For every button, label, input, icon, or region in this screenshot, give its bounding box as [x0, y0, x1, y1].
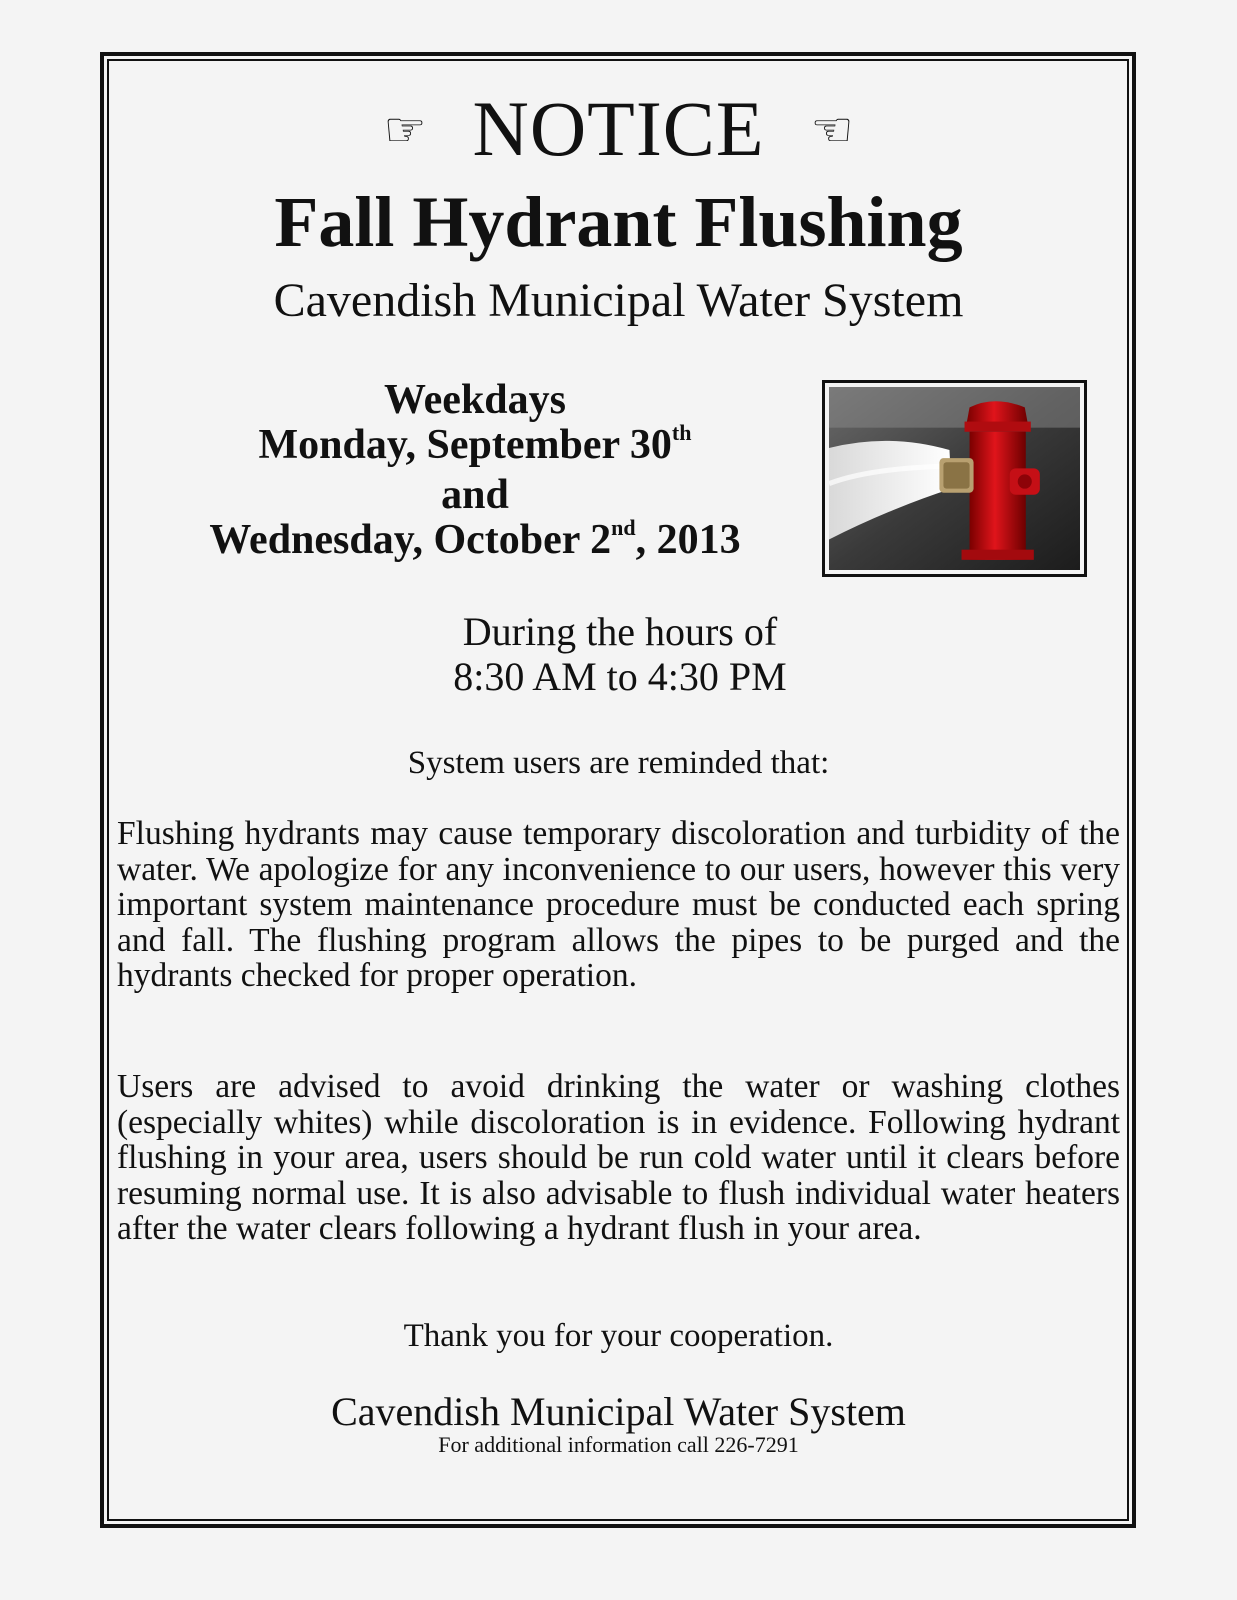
hours-intro: During the hours of: [462, 609, 778, 654]
pointing-hand-right-icon: ☞: [383, 104, 427, 157]
paragraph-advice: Users are advised to avoid drinking the water or washing clothes (especially whites) while discoloration is in evidence. Following hydrant flushing in your area, users should be run cold water until it clears before resuming normal use. It is also advisable to flush individual water heaters after the water clears following a hydrant flush in your area.: [117, 1068, 1120, 1247]
reminder-heading: System users are reminded that:: [407, 745, 830, 781]
ordinal-suffix: th: [671, 420, 692, 445]
hours: [390, 609, 850, 699]
notice-label: NOTICE: [472, 85, 765, 172]
schedule-date-1: Monday, September 30th: [258, 420, 692, 468]
schedule-date-2: Wednesday, October 2nd, 2013: [209, 515, 741, 563]
schedule-and: and: [441, 472, 509, 518]
page-subtitle: Cavendish Municipal Water System: [273, 274, 964, 327]
thank-you-line: Thank you for your cooperation.: [403, 1318, 834, 1354]
page-title: Fall Hydrant Flushing: [274, 182, 963, 262]
hours-range: 8:30 AM to 4:30 PM: [453, 654, 787, 699]
footer-contact-info: For additional information call 226-7291: [438, 1432, 799, 1457]
ordinal-suffix: nd: [611, 515, 636, 540]
footer-organization: Cavendish Municipal Water System: [331, 1389, 906, 1434]
schedule-dates: [140, 378, 810, 568]
schedule-weekdays: Weekdays: [383, 377, 567, 423]
paragraph-discoloration: Flushing hydrants may cause temporary discoloration and turbidity of the water. We apologize for any inconvenience to our users, however this very important system maintenance procedure must be conducted each spring and fall. The flushing program allows the pipes to be purged and the hydrants checked for proper operation.: [117, 815, 1120, 994]
notice-header: [0, 85, 1237, 172]
fire-hydrant-icon: [829, 387, 1080, 570]
pointing-hand-left-icon: ☜: [810, 104, 854, 157]
fire-hydrant-flushing-photo: [822, 380, 1087, 577]
